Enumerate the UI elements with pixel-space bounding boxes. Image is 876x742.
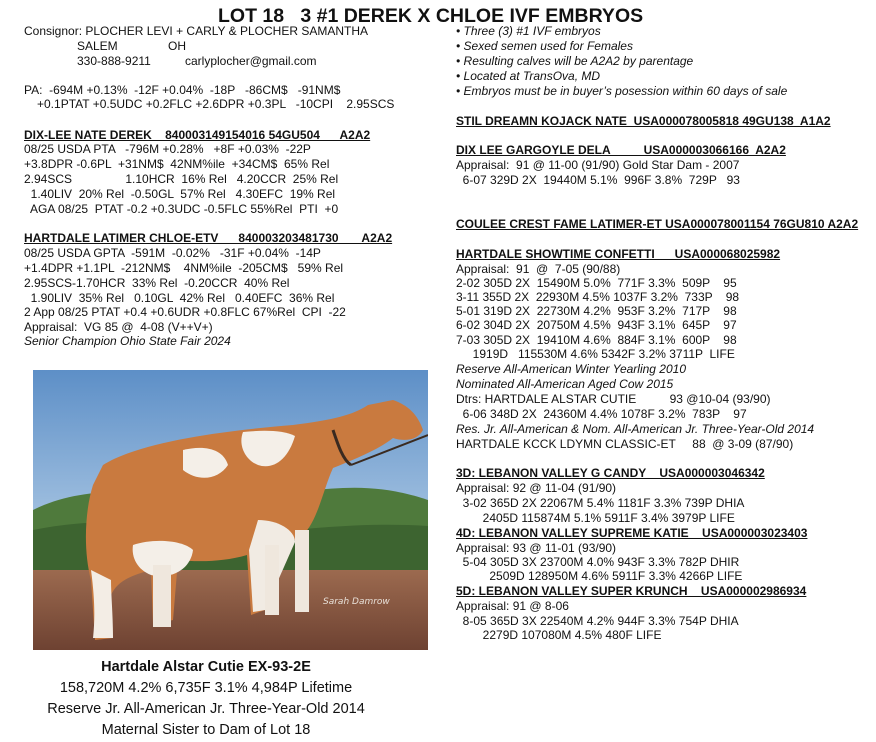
photo-watermark: Sarah Damrow [323,597,390,607]
dam-heading: HARTDALE LATIMER CHLOE-ETV 840003203481730 A2A2 [24,231,393,245]
fourth-dam-line: Appraisal: 93 @ 11-01 (93/90) [456,541,617,555]
consignor-state: OH [168,39,186,53]
dam-dam-line: Appraisal: 91 @ 7-05 (90/88) [456,262,621,276]
dam-dam-line: 1919D 115530M 4.6% 5342F 3.2% 3711P LIFE [456,347,735,361]
sire-heading: DIX-LEE NATE DEREK 840003149154016 54GU504 A2A2 [24,128,371,142]
pa-line-2: +0.1PTAT +0.5UDC +0.2FLC +2.6DPR +0.3PL -10CPI 2.95SCS [37,97,395,111]
bullet-item: • Embryos must be in buyer’s posession within 60 days of sale [456,84,788,98]
fourth-dam-line: 2509D 128950M 4.6% 5911F 3.3% 4266P LIFE [456,569,743,583]
fifth-dam-line: 8-05 365D 3X 22540M 4.2% 944F 3.3% 754P DHIA [456,614,739,628]
fourth-dam-heading: 4D: LEBANON VALLEY SUPREME KATIE USA000003023403 [456,526,808,540]
dtrs-line: HARTDALE KCCK LDYMN CLASSIC-ET 88 @ 3-09 (87/90) [456,437,794,451]
bullet-item: • Located at TransOva, MD [456,69,601,83]
consignor-city: SALEM [77,39,118,53]
dtrs-line: Dtrs: HARTDALE ALSTAR CUTIE 93 @10-04 (93/90) [456,392,771,406]
third-dam-line: 2405D 115874M 5.1% 5911F 3.4% 3979P LIFE [456,511,735,525]
third-dam-line: 3-02 365D 2X 22067M 5.4% 1181F 3.3% 739P DHIA [456,496,745,510]
dam-line: 08/25 USDA GPTA -591M -0.02% -31F +0.04% -14P [24,246,321,260]
dam-line: 1.90LIV 35% Rel 0.10GL 42% Rel 0.40EFC 36% Rel [24,291,335,305]
caption-name: Hartdale Alstar Cutie EX-93-2E [101,659,311,675]
caption-line: Reserve Jr. All-American Jr. Three-Year-Old 2014 [47,701,365,717]
sire-dam-heading: DIX LEE GARGOYLE DELA USA000003066166 A2A2 [456,143,786,157]
fifth-dam-heading: 5D: LEBANON VALLEY SUPER KRUNCH USA000002986934 [456,584,807,598]
sire-line: AGA 08/25 PTAT -0.2 +0.3UDC -0.5FLC 55%Rel PTI +0 [24,202,339,216]
consignor-email: carlyplocher@gmail.com [185,54,317,68]
sire-dam-line: Appraisal: 91 @ 11-00 (91/90) Gold Star Dam - 2007 [456,158,740,172]
dam-dam-heading: HARTDALE SHOWTIME CONFETTI USA000068025982 [456,247,781,261]
dam-dam-line: 3-11 355D 2X 22930M 4.5% 1037F 3.2% 733P 98 [456,290,740,304]
sire-line: 08/25 USDA PTA -796M +0.28% +8F +0.03% -22P [24,142,311,156]
consignor-phone: 330-888-9211 [77,54,151,68]
dam-line: +1.4DPR +1.1PL -212NM$ 4NM%ile -205CM$ 59% Rel [24,261,344,275]
sire-line: +3.8DPR -0.6PL +31NM$ 42NM%ile +34CM$ 65% Rel [24,157,330,171]
dam-dam-line: 7-03 305D 2X 19410M 4.6% 884F 3.1% 600P 98 [456,333,737,347]
sire-dam-line: 6-07 329D 2X 19440M 5.1% 996F 3.8% 729P 93 [456,173,740,187]
bullet-item: • Sexed semen used for Females [456,39,633,53]
dam-dam-line: 5-01 319D 2X 22730M 4.2% 953F 3.2% 717P 98 [456,304,737,318]
page-title: LOT 18 3 #1 DEREK X CHLOE IVF EMBRYOS [218,5,644,27]
dam-sire-heading: COULEE CREST FAME LATIMER-ET USA000078001154 76GU810 A2A2 [456,217,859,231]
sire-line: 1.40LIV 20% Rel -0.50GL 57% Rel 4.30EFC 19% Rel [24,187,336,201]
dam-line: Appraisal: VG 85 @ 4-08 (V++V+) [24,320,213,334]
caption-line: Maternal Sister to Dam of Lot 18 [101,722,311,738]
dam-line: 2.95SCS-1.70HCR 33% Rel -0.20CCR 40% Rel [24,276,290,290]
dam-dam-note: Nominated All-American Aged Cow 2015 [456,377,674,391]
third-dam-heading: 3D: LEBANON VALLEY G CANDY USA000003046342 [456,466,765,480]
bullet-item: • Resulting calves will be A2A2 by parentage [456,54,694,68]
third-dam-line: Appraisal: 92 @ 11-04 (91/90) [456,481,617,495]
dtrs-line: 6-06 348D 2X 24360M 4.4% 1078F 3.2% 783P 97 [456,407,747,421]
sire-sire-heading: STIL DREAMN KOJACK NATE USA000078005818 49GU138 A1A2 [456,114,831,128]
fifth-dam-line: Appraisal: 91 @ 8-06 [456,599,569,613]
caption-line: 158,720M 4.2% 6,735F 3.1% 4,984P Lifetime [59,680,353,696]
dam-line: 2 App 08/25 PTAT +0.4 +0.6UDR +0.8FLC 67%Rel CPI -22 [24,305,346,319]
pa-line-1: PA: -694M +0.13% -12F +0.04% -18P -86CM$ -91NM$ [24,83,341,97]
consignor-line: Consignor: PLOCHER LEVI + CARLY & PLOCHER SAMANTHA [24,24,369,38]
dam-note: Senior Champion Ohio State Fair 2024 [24,334,231,348]
fifth-dam-line: 2279D 107080M 4.5% 480F LIFE [456,628,662,642]
dam-dam-note: Reserve All-American Winter Yearling 2010 [456,362,686,376]
dam-dam-line: 2-02 305D 2X 15490M 5.0% 771F 3.3% 509P 95 [456,276,737,290]
fourth-dam-line: 5-04 305D 3X 23700M 4.0% 943F 3.3% 782P DHIR [456,555,740,569]
sire-line: 2.94SCS 1.10HCR 16% Rel 4.20CCR 25% Rel [24,172,339,186]
cow-photo [33,370,428,650]
dam-dam-line: 6-02 304D 2X 20750M 4.5% 943F 3.1% 645P 97 [456,318,737,332]
bullet-item: • Three (3) #1 IVF embryos [456,24,601,38]
dtrs-note: Res. Jr. All-American & Nom. All-American Jr. Three-Year-Old 2014 [456,422,815,436]
